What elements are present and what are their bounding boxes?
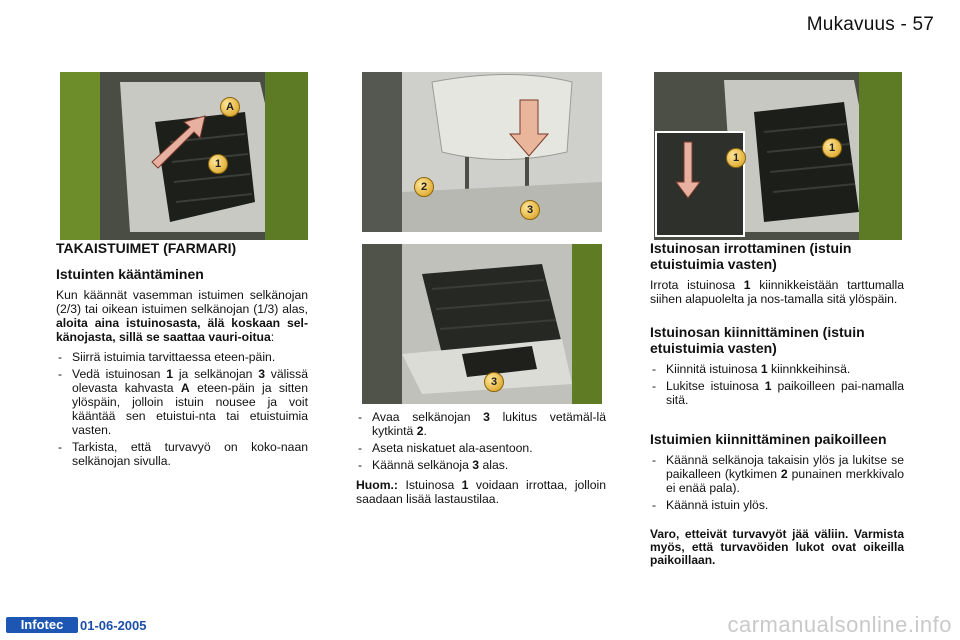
list-item-text: Kiinnitä istuinosa	[666, 362, 758, 376]
list-item-text: Tarkista, että turvavyö on koko-naan selkänojan sivulla.	[72, 440, 308, 468]
warning-paragraph: Varo, etteivät turvavyöt jää väliin. Varmista myös, että turvavöiden lukot ovat oikeilla paikoillaan.	[650, 527, 904, 567]
infotec-logo: Infotec	[6, 617, 78, 633]
list-item-text: välissä olevasta kahvasta	[72, 367, 309, 395]
seat-folding-photo	[60, 72, 308, 240]
ref-number: 1	[764, 379, 772, 393]
paragraph-text: Irrota istuinosa	[650, 278, 736, 292]
ref-number: 1	[461, 478, 469, 492]
list-item-text: .	[423, 424, 427, 438]
headrest-photo	[362, 72, 602, 232]
paragraph-text: kiinnikkeistään tarttumalla siihen alapuolelta ja nos-tamalla sitä ylöspäin.	[650, 278, 904, 306]
watermark: carmanualsonline.info	[727, 612, 952, 637]
list-item	[650, 453, 904, 495]
list-item	[356, 441, 606, 455]
fix-seats-heading: Istuimien kiinnittäminen paikoilleen	[650, 431, 887, 447]
list-item-text: ja selkänojan	[178, 367, 253, 381]
list-item-text: Käännä selkänoja	[372, 458, 469, 472]
list-item-text: eteen-päin ja sitten ylöspäin, jolloin istuin nousee ja voit kääntää sen etuistui-nta tai etuistuimia vasten.	[72, 381, 308, 437]
list-item-text: punainen merkkivalo ei enää pala).	[666, 467, 904, 495]
list-item-text: Käännä istuin ylös.	[666, 498, 769, 512]
list-item-text: Vedä istuinosan	[72, 367, 161, 381]
list-item	[650, 379, 904, 407]
ref-number: 1	[760, 362, 768, 376]
folded-seat-photo	[362, 244, 602, 404]
note-text: Istuinosa	[405, 478, 455, 492]
section-title: TAKAISTUIMET (FARMARI)	[56, 240, 237, 256]
ref-number: 1	[166, 367, 174, 381]
print-date: 01-06-2005	[80, 618, 147, 633]
callout-2: 2	[414, 177, 434, 197]
note-paragraph	[356, 478, 606, 506]
list-item	[650, 362, 904, 376]
seat-folding-illustration	[60, 72, 308, 240]
instruction-list	[650, 362, 904, 407]
instruction-list	[650, 453, 904, 512]
list-item-text: Siirrä istuimia tarvittaessa eteen-päin.	[72, 350, 276, 364]
instruction-list	[356, 410, 606, 472]
callout-1b: 1	[822, 138, 842, 158]
list-item	[56, 367, 308, 437]
cushion-removal-photo	[654, 72, 902, 240]
list-item-text: paikoilleen pai-namalla sitä.	[666, 379, 905, 407]
list-item-text: Aseta niskatuet ala-asentoon.	[372, 441, 533, 455]
list-item	[356, 410, 606, 438]
page-title: Mukavuus - 57	[806, 14, 934, 35]
ref-number: 2	[780, 467, 788, 481]
intro-text: Kun käännät vasemman istuimen selkänojan (2/3) tai oikean istuimen selkänojan (1/3) alas,	[56, 288, 308, 316]
list-item	[56, 440, 308, 468]
ref-number: 3	[472, 458, 480, 472]
ref-number: 3	[483, 410, 490, 424]
note-label: Huom.:	[356, 478, 398, 492]
cushion-removal-illustration	[654, 72, 902, 240]
list-item	[356, 458, 606, 472]
remove-cushion-paragraph	[650, 278, 904, 306]
column-left	[56, 240, 308, 471]
list-item	[650, 498, 904, 512]
column-right	[650, 240, 904, 567]
callout-3: 3	[520, 200, 540, 220]
column-middle	[356, 410, 606, 506]
instruction-list	[56, 350, 308, 468]
list-item-text: Käännä selkänoja takaisin ylös ja lukitse se paikalleen (kytkimen	[666, 453, 904, 481]
headrest-illustration	[362, 72, 602, 232]
list-item	[56, 350, 308, 364]
fix-cushion-heading: Istuinosan kiinnittäminen (istuin etuistuimia vasten)	[650, 324, 865, 356]
ref-number: 1	[743, 278, 751, 292]
intro-warning: aloita aina istuinosasta, älä koskaan sel-känojasta, sillä se saattaa vauri-oitua	[56, 316, 308, 344]
list-item-text: Lukitse istuinosa	[666, 379, 759, 393]
ref-number: 2	[416, 424, 424, 438]
intro-paragraph	[56, 288, 308, 344]
callout-3b: 3	[484, 372, 504, 392]
list-item-text: alas.	[482, 458, 509, 472]
intro-tail: :	[270, 330, 275, 344]
list-item-text: lukitus vetämäl-lä kytkintä	[372, 410, 606, 438]
remove-cushion-heading: Istuinosan irrottaminen (istuin etuistuimia vasten)	[650, 240, 852, 272]
callout-1a: 1	[726, 148, 746, 168]
subsection-title: Istuinten kääntäminen	[56, 266, 204, 282]
ref-letter: A	[180, 381, 190, 395]
note-text: voidaan irrottaa, jolloin saadaan lisää lastaustilaa.	[356, 478, 606, 506]
list-item-text: kiinnkkeihinsä.	[771, 362, 851, 376]
list-item-text: Avaa selkänojan	[372, 410, 471, 424]
callout-a: A	[220, 97, 240, 117]
callout-1: 1	[208, 154, 228, 174]
folded-seat-illustration	[362, 244, 602, 404]
ref-number: 3	[258, 367, 265, 381]
